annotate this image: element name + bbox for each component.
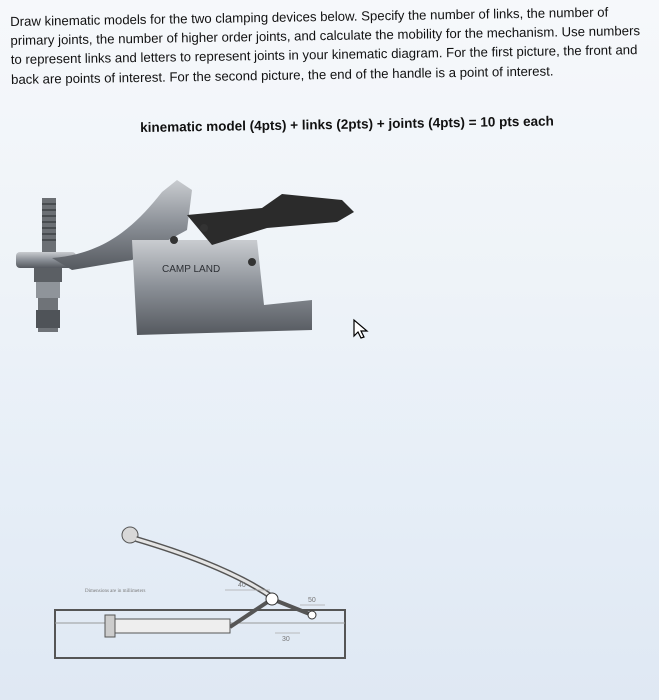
points-breakdown: kinematic model (4pts) + links (2pts) + joints (4pts) = 10 pts each: [140, 113, 554, 135]
dimension-b: 30: [282, 636, 290, 643]
toggle-clamp-photo: [12, 170, 362, 350]
clamp-engraving: CAMP LAND: [162, 264, 221, 275]
lever-clamp-drawing: [50, 515, 350, 670]
instructions-paragraph: Draw kinematic models for the two clamping devices below. Specify the number of links, the number of primary joints, the number of higher order joints, and calculate the mobility for the mechanism. Use numbers to represent links and letters to represent joints in your kinematic diagram. For the first picture, the front and back are points of interest. For the second picture, the end of the handle is a point of interest.: [10, 4, 641, 87]
mouse-cursor-icon: [352, 318, 370, 340]
dimension-caption: Dimensions are in millimeters: [85, 589, 146, 594]
dimension-a: 40: [238, 582, 246, 589]
dimension-c: 50: [308, 597, 316, 604]
